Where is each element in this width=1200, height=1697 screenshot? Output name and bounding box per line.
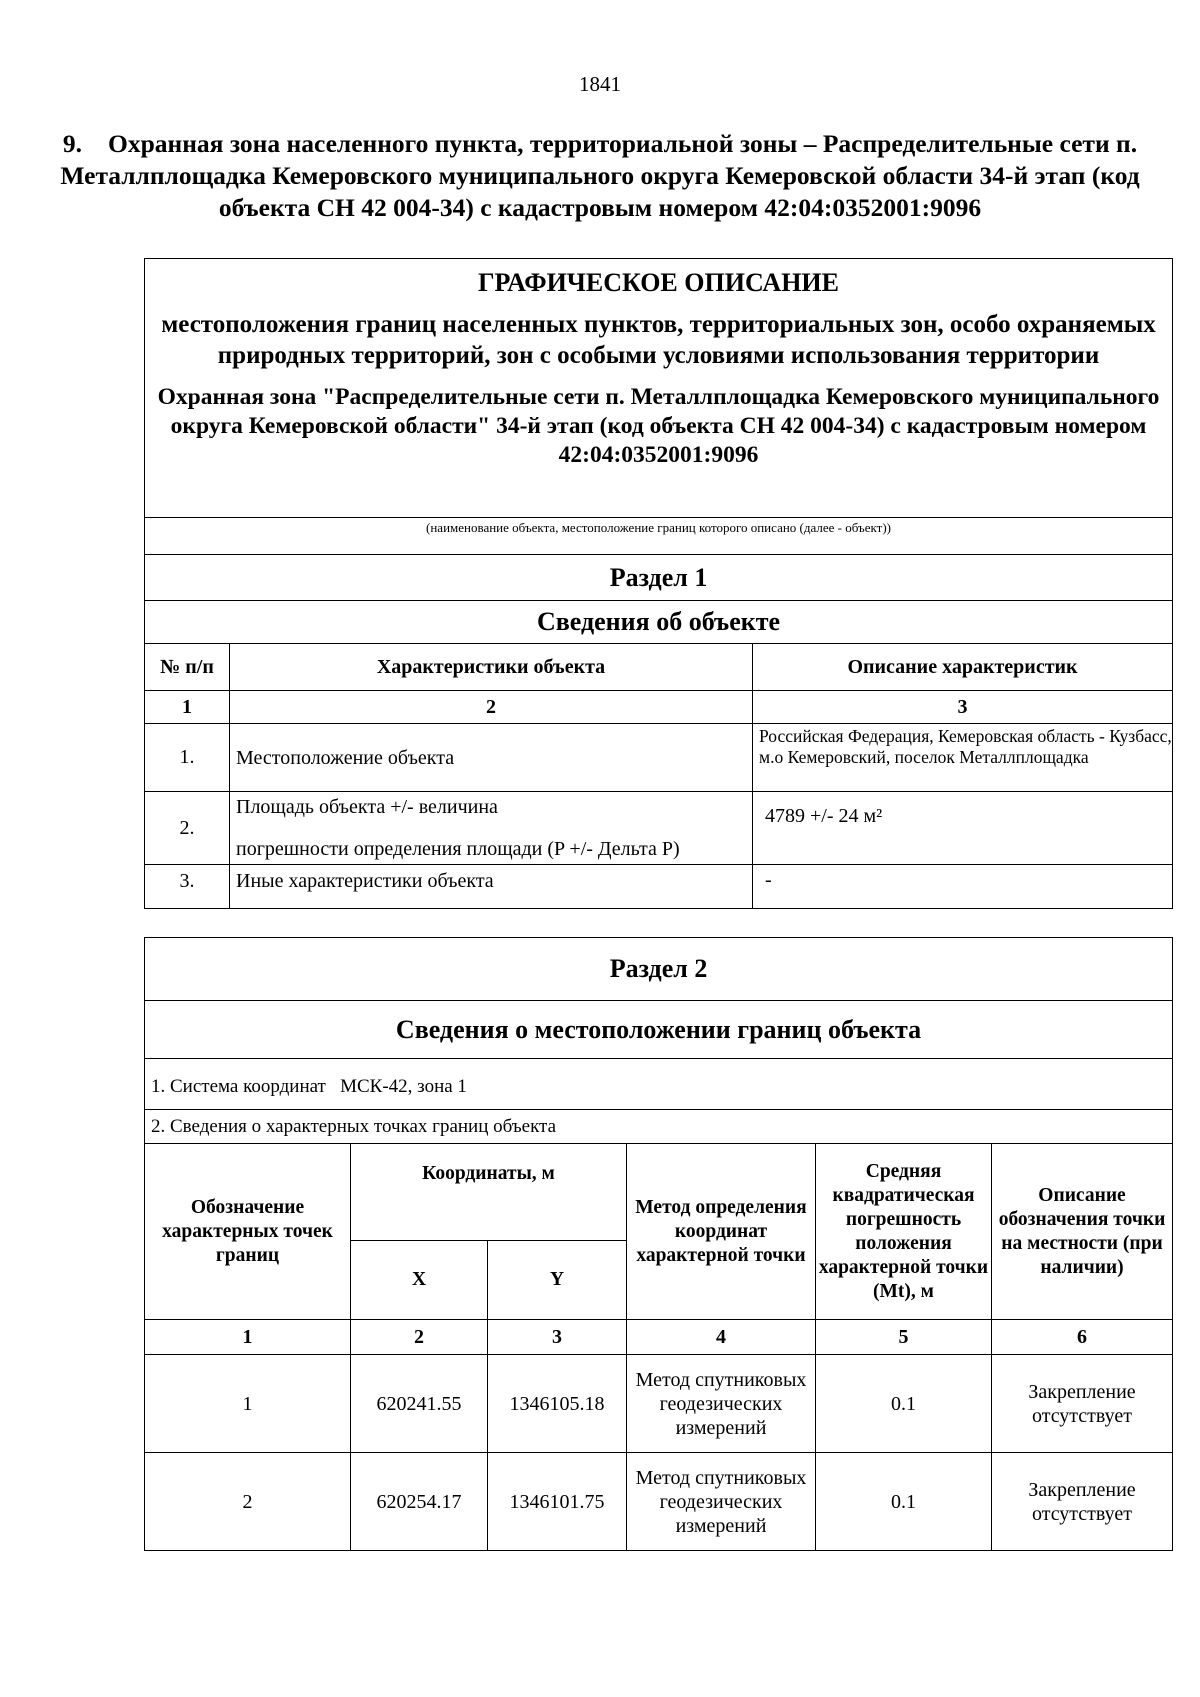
index-cell: 1 [145, 1320, 351, 1355]
point-method: Метод спутниковых геодезических измерений [627, 1453, 816, 1551]
row-value: - [753, 865, 1173, 909]
index-cell: 5 [816, 1320, 992, 1355]
section1-title: Раздел 1 [145, 555, 1173, 601]
heading-text: Охранная зона населенного пункта, территориальной зоны – Распределительные сети п. Металлплощадка Кемеровского муниципального округа Кемеровской области 34-й этап (код объекта СН 42 004-34) с кадастровым номером 42:04:0352001:9096 [60, 129, 1140, 222]
header-accuracy: Средняя квадратическая погрешность положения характерной точки (Mt), м [816, 1144, 992, 1320]
point-description: Закрепление отсутствует [992, 1453, 1173, 1551]
row-value: 4789 +/- 24 м² [753, 792, 1173, 865]
row-name: Местоположение объекта [230, 724, 753, 792]
section1-table [144, 258, 1173, 909]
coordinate-system-line [145, 1059, 1173, 1110]
section1-subtitle: Сведения об объекте [145, 601, 1173, 644]
header-method: Метод определения координат характерной точки [627, 1144, 816, 1320]
point-id: 2 [145, 1453, 351, 1551]
index-cell: 4 [627, 1320, 816, 1355]
heading-number: 9. [62, 129, 83, 158]
header-designation: Обозначение характерных точек границ [145, 1144, 351, 1320]
index-cell: 2 [230, 691, 753, 724]
header-number: № п/п [145, 644, 230, 691]
document-subtitle: местоположения границ населенных пунктов, территориальных зон, особо охраняемых природных территорий, зон с особыми условиями использования территории [161, 311, 1156, 369]
table-row [145, 865, 1173, 909]
index-cell: 2 [351, 1320, 488, 1355]
header-characteristics: Характеристики объекта [230, 644, 753, 691]
document-title: ГРАФИЧЕСКОЕ ОПИСАНИЕ [478, 268, 839, 297]
table-row [145, 1355, 1173, 1453]
points-label: 2. Сведения о характерных точках границ объекта [145, 1110, 1173, 1144]
point-y: 1346105.18 [488, 1355, 627, 1453]
header-x: X [351, 1241, 488, 1320]
header-point-description: Описание обозначения точки на местности (при наличии) [992, 1144, 1173, 1320]
index-cell: 3 [488, 1320, 627, 1355]
document-title-cell [145, 259, 1173, 518]
page-number: 1841 [579, 72, 621, 96]
row-number: 2. [145, 792, 230, 865]
row-name-line2: погрешности определения площади (P +/- Дельта P) [236, 838, 680, 860]
row-value: Российская Федерация, Кемеровская область - Кузбасс, м.о Кемеровский, поселок Металлплощадка [753, 724, 1173, 792]
row-name [230, 792, 753, 865]
object-name: Охранная зона "Распределительные сети п. Металлплощадка Кемеровского муниципального округа Кемеровской области" 34-й этап (код объекта СН 42 004-34) с кадастровым номером 42:04:0352001:9096 [157, 384, 1160, 468]
point-x: 620241.55 [351, 1355, 488, 1453]
row-name: Иные характеристики объекта [230, 865, 753, 909]
point-mt: 0.1 [816, 1453, 992, 1551]
point-id: 1 [145, 1355, 351, 1453]
point-method: Метод спутниковых геодезических измерений [627, 1355, 816, 1453]
point-x: 620254.17 [351, 1453, 488, 1551]
point-description: Закрепление отсутствует [992, 1355, 1173, 1453]
header-description: Описание характеристик [753, 644, 1173, 691]
table-row [145, 1453, 1173, 1551]
table-row [145, 724, 1173, 792]
index-cell: 6 [992, 1320, 1173, 1355]
point-y: 1346101.75 [488, 1453, 627, 1551]
coordinate-system-value: МСК-42, зона 1 [340, 1076, 467, 1097]
header-y: Y [488, 1241, 627, 1320]
header-coordinates: Координаты, м [351, 1144, 627, 1241]
table-row [145, 792, 1173, 865]
point-mt: 0.1 [816, 1355, 992, 1453]
index-cell: 3 [753, 691, 1173, 724]
index-cell: 1 [145, 691, 230, 724]
row-number: 1. [145, 724, 230, 792]
object-note: (наименование объекта, местоположение границ которого описано (далее - объект)) [145, 518, 1173, 555]
row-name-line1: Площадь объекта +/- величина [236, 796, 498, 818]
coordinate-system-label: 1. Система координат [151, 1076, 326, 1097]
section2-subtitle: Сведения о местоположении границ объекта [145, 1001, 1173, 1059]
row-number: 3. [145, 865, 230, 909]
section2-title: Раздел 2 [145, 938, 1173, 1001]
page-heading [60, 128, 1140, 224]
section2-table [144, 937, 1173, 1551]
